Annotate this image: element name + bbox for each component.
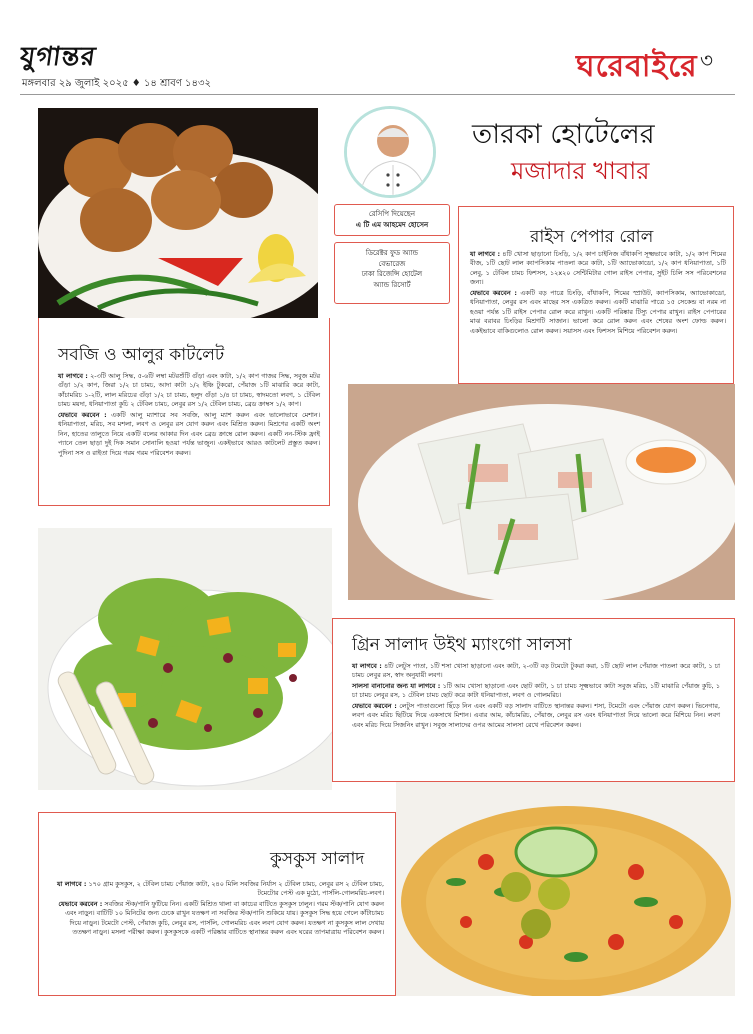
- salad-title: গ্রিন সালাদ উইথ ম্যাংগো সালসা: [352, 635, 572, 655]
- couscous-body: যা লাগবে : ১৭০ গ্রাম কুসকুস, ২ টেবিল চামচ পেঁয়াজ কাটা, ২৪০ মিলি সবজির নির্যাস ২ টেবিল চামচ, লেবুর রস ২ টেবিল চামচ, টমেটোর পেস্ট এক মুঠো, পার্সলি-গোলমরিচ-লবণ। যেভাবে করবেন : সবজির স্টক/পানি ফুটিয়ে নিন। একটি মিশ্রিত থালা বা কাচের বাটিতে কুসকুস ঢালুন। গরম স্টক/পানি যোগ করুন এবং নাড়ুন। বাটিটি ১০ মিনিটের জন্য ঢেকে রাখুন যতক্ষণ না সবজির স্টক/পানি শুকিয়ে যায়। কুসকুস সিদ্ধ হয়ে গেলে কাঁটাচামচ দিয়ে নাড়ুন। টমেটো পেস্ট, পেঁয়াজ কুচি, লেবুর রস, পার্সলি, গোলমরিচ এবং লবণ যোগ করুন। যতক্ষণ না কুসকুস লাল দেখায় ততক্ষণ নাড়ুন। মসলা পরীক্ষা করুন। কুসকুসকে একটি পরিষ্কার বাটিতে স্থানান্তর করুন এবং ঘরের তাপমাত্রায় পরিবেশন করুন।: [56, 880, 384, 937]
- cutlet-title: সবজি ও আলুর কাটলেট: [58, 345, 225, 365]
- page-title: তারকা হোটেলের: [472, 119, 655, 150]
- rice-paper-body: যা লাগবে : ৪টি খোসা ছাড়ানো চিংড়ি, ১/২ কাপ চাইনিজ বাঁধাকপি সূক্ষ্মভাবে কাটা, ১/২ কাপ শিমের বীজ, ১টি ছোট লাল ক্যাপসিকাম পাতলা করে কাটা, ১টি অ্যাভোকাডো, ১/২ কাপ ধনিয়াপাতা, ১টি লেবু, ১ টেবিল চামচ ফিশসস, ১২x২০ সেন্টিমিটার গোল রাইস পেপার, সুইট চিলি সস পরিবেশনের জন্য। যেভাবে করবেন : একটি বড় পাত্রে চিংড়ি, বাঁধাকপি, শিমের স্প্রাউট, ক্যাপসিকাম, অ্যাভোকাডো, ধনিয়াপাতা, লেবুর রস এবং মাছের সস একত্রিত করুন। একটি মাঝারি পাত্রে ১৫ সেকেন্ড বা নরম না হওয়া পর্যন্ত ১টি রাইস পেপার রোল করে রাখুন। একটি পরিষ্কার টিস্যু পেপার রাখুন। রাইস পেপারের মাঝ বরাবর চিংড়ির মিশ্রণটি সাজান। ভালো করে রোল করুন এবং শেষের অংশ ফোল্ড করুন। একইভাবে বাকিগুলোও রোল করুন। সয়াসস এবং ফিশসস মিশিয়ে পরিবেশন করুন।: [470, 250, 726, 335]
- page-number: ৩: [700, 48, 714, 72]
- page-subtitle: মজাদার খাবার: [511, 157, 650, 185]
- chef-role-line: বেভারেজ: [378, 259, 406, 268]
- chef-role-line: ডিরেক্টর ফুড অ্যান্ড: [365, 249, 419, 257]
- cutlet-photo: [38, 108, 318, 318]
- rice-paper-photo: [348, 384, 735, 600]
- couscous-photo: [396, 782, 735, 996]
- chef-role-line: ঢাকা রিজেন্সি হোটেল: [361, 270, 423, 278]
- section-logo: ঘরেবাইরে: [576, 49, 698, 84]
- cutlet-body: যা লাগবে : ২-৩টি আলু সিদ্ধ, ৫-৬টি লম্বা মটরশুঁটি গুঁড়া এবং কাটা, ১/২ কাপ গাজর সিদ্ধ, সবুজ মটর গুঁড়া ১/২ কাপ, জিরা ১/২ চা চামচ, আদা কাটা ১/২ ইঞ্চি টুকরো, পেঁয়াজ ১টি মাঝারি করে কাটা, কাঁচামরিচ ১-২টি, লাল মরিচের গুঁড়া ১/২ চা চামচ, হলুদ গুঁড়া ১/৪ চা চামচ, স্বাদমতো লবণ, ১ টেবিল চামচ ময়দা, ধনিয়াপাতা কুচি ২ টেবিল চামচ, লেবুর রস ১/২ টেবিল চামচ, ব্রেড ক্রাম্বস ১/২ কাপ। যেভাবে করবেন : একটি আলু ম্যাশারে সব সবজি, আলু ম্যাশ করুন এবং ভালোভাবে মেশান। ধনিয়াপাতা, মরিচ, সব মশলা, লবণ ও লেবুর রস যোগ করুন এবং মিশ্রিত করুন। মিশ্রণের একটি অংশ নিন, হাতের তালুতে নিয়ে একটি বলের আকার দিন এবং ব্রেড ক্রাম্বে রোল করুন। একটি নন-স্টিক ফ্রাই প্যানে তেল ছাড়া দুই দিক সমান সোনালি হওয়া পর্যন্ত ভাজুন। একইভাবে আরও কাটলেট প্রস্তুত করুন। পুদিনা সস ও রাইতা দিয়ে গরম গরম পরিবেশন করুন।: [58, 372, 321, 457]
- chef-credit: [334, 204, 450, 236]
- chef-role-line: অ্যান্ড রিসোর্ট: [373, 280, 411, 289]
- credit-line: রেসিপি দিয়েছেন: [368, 210, 416, 218]
- masthead: যুগান্তর: [18, 42, 99, 72]
- chef-name: এ টি এম আহমেদ হোসেন: [355, 220, 429, 229]
- dateline: মঙ্গলবার ২৯ জুলাই ২০২৫ ♦ ১৪ শ্রাবণ ১৪৩২: [22, 78, 212, 89]
- chef-role: [334, 242, 450, 304]
- header-rule: [20, 94, 735, 95]
- salad-body: যা লাগবে : ৪টি লেটুস পাতা, ১টি শসা খোসা ছাড়ানো এবং কাটা, ২-৩টি বড় টমেটো টুকরা করা, ১টি ছোট লাল পেঁয়াজ পাতলা করে কাটা, ১ চা চামচ লেবুর রস, স্বাদ অনুযায়ী লবণ। সালসা বানানোর জন্য যা লাগবে : ১টি আম খোসা ছাড়ানো এবং ছোট কাটা, ১ চা চামচ সূক্ষ্মভাবে কাটা সবুজ মরিচ, ১টি মাঝারি পেঁয়াজ কুচি, ১ চা চামচ লেবুর রস, ১ টেবিল চামচ ছোট করে কাটা ধনিয়াপাতা, লবণ ও গোলমরিচ। যেভাবে করবেন : লেটুস পাতাগুলো ছিঁড়ে নিন এবং একটি বড় সালাদ বাটিতে স্থানান্তর করুন। শসা, টমেটো এবং পেঁয়াজ যোগ করুন। ভিনেগার, লবণ এবং মরিচ ছিটিয়ে দিয়ে একসাথে মিশান। এবার আম, কাঁচামরিচ, পেঁয়াজ, লেবুর রস এবং ধনিয়াপাতা দিয়ে ভালো করে মিশিয়ে নিন। লবণ এবং মরিচ দিয়ে সিজনিং রাখুন। সবুজ সালাদের ওপর আমের সালসা রেখে পরিবেশন করুন।: [352, 662, 720, 729]
- couscous-title: কুসকুস সালাদ: [270, 849, 365, 869]
- salad-photo: [38, 528, 332, 790]
- rice-paper-title: রাইস পেপার রোল: [530, 227, 654, 247]
- chef-avatar: [344, 106, 436, 198]
